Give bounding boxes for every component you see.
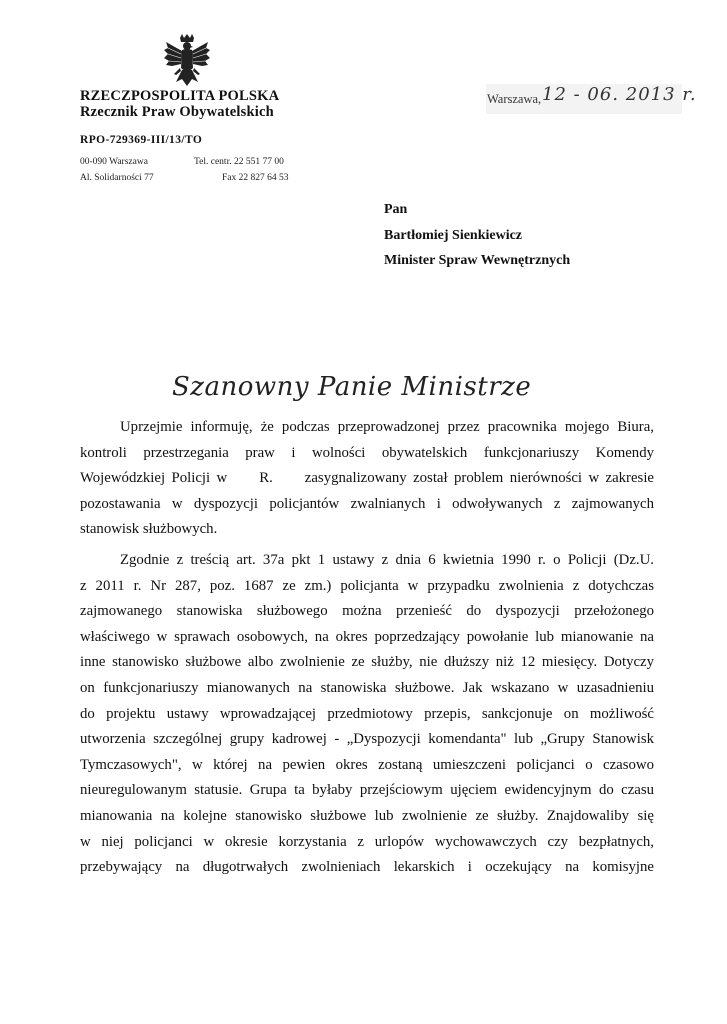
text-line: zajmowanego stanowiska służbowego można przenieść do dyspozycji przełożonego: [80, 603, 654, 620]
body-paragraph-2: [80, 548, 654, 881]
text-line: on funkcjonariuszy mianowanych na stanowiska służbowe. Jak wskazano w uzasadnieniu: [80, 679, 654, 696]
text-line: Tymczasowych", w której na pewien okres zostaną umieszczeni policjanci o czasowo: [80, 756, 654, 773]
text-line: stanowisk służbowych.: [80, 521, 218, 538]
text-line: pozostawania w dyspozycji policjantów zwalnianych i odwoływanych z zajmowanych: [80, 495, 654, 512]
address-postal: 00-090 Warszawa: [80, 157, 148, 167]
date-city: Warszawa,: [487, 92, 542, 106]
text-line: przebywający na długotrwałych zwolnieniach lekarskich i oczekujący na komisyjne: [80, 859, 654, 876]
body-paragraph-1: [80, 415, 654, 543]
text-line: Zgodnie z treścią art. 37a pkt 1 ustawy z dnia 6 kwietnia 1990 r. o Policji (Dz.U.: [120, 552, 654, 568]
polish-eagle-emblem-icon: [162, 34, 212, 90]
office-name: RZECZPOSPOLITA POLSKA: [80, 88, 280, 104]
text-line: do projektu ustawy wprowadzającej przedmiotowy przepis, sankcjonuje on możliwość: [80, 705, 654, 722]
office-subtitle: Rzecznik Praw Obywatelskich: [80, 104, 274, 120]
recipient-name: Bartłomiej Sienkiewicz: [384, 228, 523, 243]
reference-number: RPO-729369-III/13/TO: [80, 134, 203, 146]
recipient-position: Minister Spraw Wewnętrznych: [384, 253, 571, 268]
phone-number: Tel. centr. 22 551 77 00: [194, 157, 284, 167]
text-line: inne stanowisko służbowe albo zwolnienie ze służby, nie dłuższy niż 12 miesięcy. Dotyczy: [80, 654, 654, 671]
fax-number: Fax 22 827 64 53: [222, 173, 289, 183]
text-line: właściwego w sprawach osobowych, na okres poprzedzający powołanie lub mianowanie na: [80, 628, 654, 645]
text-line: Wojewódzkiej Policji w R. zasygnalizowany został problem nierówności w zakresie: [80, 470, 654, 487]
recipient-title: Pan: [384, 202, 408, 217]
text-line: z 2011 r. Nr 287, poz. 1687 ze zm.) policjanta w przypadku zwolnienia z dotychczas: [80, 577, 654, 594]
handwritten-salutation: Szanowny Panie Ministrze: [172, 372, 532, 402]
handwritten-date: 12 - 06. 2013 r.: [542, 84, 697, 105]
text-line: Uprzejmie informuję, że podczas przeprowadzonej przez pracownika mojego Biura,: [120, 419, 654, 435]
text-line: mianowania na kolejne stanowisko służbowe lub zwolnienie ze służby. Znajdowaliby się: [80, 807, 654, 824]
text-line: nieuregulowanym statusie. Grupa ta byłaby przejściowym ujęciem ewidencyjnym do czasu: [80, 782, 654, 799]
address-street: Al. Solidarności 77: [80, 173, 154, 183]
text-line: w niej policjanci w okresie korzystania z urlopów wychowawczych czy bezpłatnych,: [80, 833, 654, 850]
text-line: utworzenia szczególnej grupy kadrowej - „Dyspozycji komendanta" lub „Grupy Stanowisk: [80, 731, 654, 748]
text-line: kontroli przestrzegania praw i wolności obywatelskich funkcjonariuszy Komendy: [80, 444, 654, 461]
